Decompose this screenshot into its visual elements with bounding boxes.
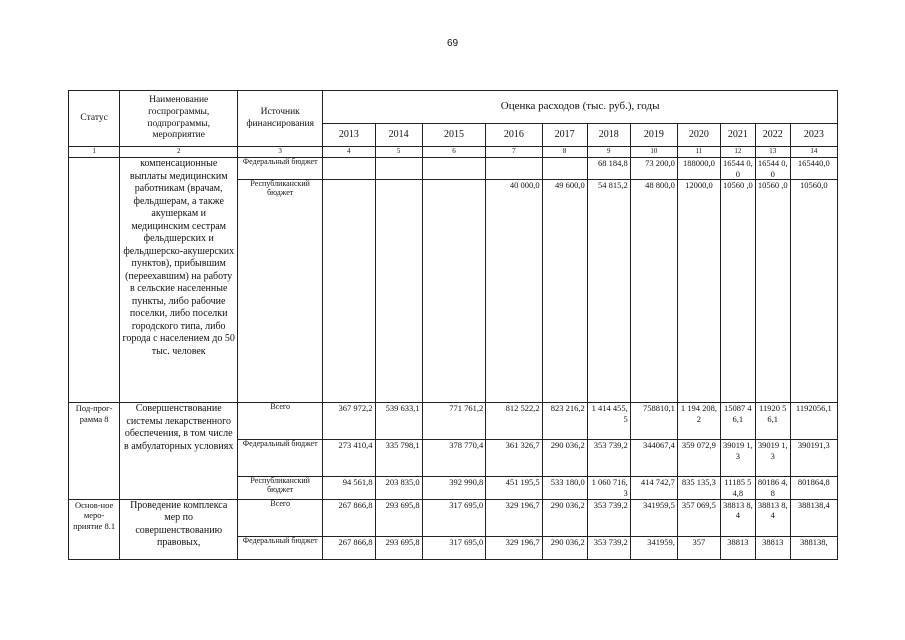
value-cell: 390191,3 bbox=[790, 440, 837, 477]
value-cell: 1 194 208,2 bbox=[677, 403, 720, 440]
value-cell: 10560 ,0 bbox=[720, 180, 755, 403]
source-cell: Республиканский бюджет bbox=[238, 477, 323, 499]
value-cell: 1192056,1 bbox=[790, 403, 837, 440]
value-cell: 317 695,0 bbox=[422, 536, 486, 559]
value-cell: 39019 1,3 bbox=[720, 440, 755, 477]
header-status: Статус bbox=[69, 91, 120, 147]
value-cell: 16544 0,0 bbox=[720, 158, 755, 180]
value-cell: 533 180,0 bbox=[542, 477, 587, 499]
header-year: 2016 bbox=[486, 124, 542, 147]
header-year: 2021 bbox=[720, 124, 755, 147]
column-number: 1 bbox=[69, 147, 120, 158]
value-cell: 317 695,0 bbox=[422, 499, 486, 536]
value-cell: 392 990,8 bbox=[422, 477, 486, 499]
header-source: Источник финансирования bbox=[238, 91, 323, 147]
value-cell: 73 200,0 bbox=[630, 158, 677, 180]
value-cell: 48 800,0 bbox=[630, 180, 677, 403]
value-cell bbox=[422, 180, 486, 403]
value-cell bbox=[323, 158, 375, 180]
value-cell: 357 bbox=[677, 536, 720, 559]
page-number: 69 bbox=[446, 38, 459, 49]
column-number: 6 bbox=[422, 147, 486, 158]
header-year: 2019 bbox=[630, 124, 677, 147]
value-cell: 11920 56,1 bbox=[755, 403, 790, 440]
table-row bbox=[69, 499, 838, 536]
value-cell: 357 069,5 bbox=[677, 499, 720, 536]
value-cell: 203 835,0 bbox=[375, 477, 422, 499]
value-cell: 341959,5 bbox=[630, 499, 677, 536]
value-cell: 94 561,8 bbox=[323, 477, 375, 499]
name-cell: Проведение комплекса мер по совершенствованию правовых, bbox=[120, 499, 238, 559]
budget-table bbox=[68, 90, 838, 560]
value-cell bbox=[323, 180, 375, 403]
value-cell bbox=[486, 158, 542, 180]
value-cell: 188000,0 bbox=[677, 158, 720, 180]
value-cell: 38813 8,4 bbox=[755, 499, 790, 536]
column-number: 4 bbox=[323, 147, 375, 158]
header-year: 2022 bbox=[755, 124, 790, 147]
column-number: 10 bbox=[630, 147, 677, 158]
value-cell: 451 195,5 bbox=[486, 477, 542, 499]
value-cell bbox=[375, 158, 422, 180]
value-cell: 539 633,1 bbox=[375, 403, 422, 440]
value-cell: 293 695,8 bbox=[375, 499, 422, 536]
value-cell: 290 036,2 bbox=[542, 499, 587, 536]
column-number: 8 bbox=[542, 147, 587, 158]
column-number: 7 bbox=[486, 147, 542, 158]
value-cell: 329 196,7 bbox=[486, 536, 542, 559]
value-cell: 414 742,7 bbox=[630, 477, 677, 499]
value-cell: 367 972,2 bbox=[323, 403, 375, 440]
column-number: 11 bbox=[677, 147, 720, 158]
value-cell: 290 036,2 bbox=[542, 440, 587, 477]
value-cell: 267 866,8 bbox=[323, 536, 375, 559]
column-number: 3 bbox=[238, 147, 323, 158]
value-cell: 388138,4 bbox=[790, 499, 837, 536]
value-cell: 801864,8 bbox=[790, 477, 837, 499]
value-cell: 54 815,2 bbox=[587, 180, 630, 403]
column-number: 13 bbox=[755, 147, 790, 158]
header-year: 2023 bbox=[790, 124, 837, 147]
source-cell: Федеральный бюджет bbox=[238, 440, 323, 477]
value-cell: 49 600,0 bbox=[542, 180, 587, 403]
status-cell bbox=[69, 158, 120, 403]
header-year: 2013 bbox=[323, 124, 375, 147]
name-cell: компенсационные выплаты медицинским работникам (врачам, фельдшерам, а также акушеркам и медицинским сестрам фельдшерских и фельдшерско-акушерских пунктов), прибывшим (переехавшим) на работу в сельские населенные пункты, либо рабочие поселки, либо поселки городского типа, либо города с населением до 50 тыс. человек bbox=[120, 158, 238, 403]
source-cell: Всего bbox=[238, 499, 323, 536]
value-cell: 771 761,2 bbox=[422, 403, 486, 440]
value-cell: 16544 0,0 bbox=[755, 158, 790, 180]
table-row bbox=[69, 158, 838, 180]
value-cell: 12000,0 bbox=[677, 180, 720, 403]
value-cell: 165440,0 bbox=[790, 158, 837, 180]
value-cell: 1 060 716,3 bbox=[587, 477, 630, 499]
value-cell bbox=[375, 180, 422, 403]
value-cell: 353 739,2 bbox=[587, 499, 630, 536]
value-cell: 39019 1,3 bbox=[755, 440, 790, 477]
value-cell: 11185 54,8 bbox=[720, 477, 755, 499]
value-cell: 290 036,2 bbox=[542, 536, 587, 559]
column-number: 12 bbox=[720, 147, 755, 158]
value-cell: 361 326,7 bbox=[486, 440, 542, 477]
column-number: 5 bbox=[375, 147, 422, 158]
value-cell: 1 414 455,5 bbox=[587, 403, 630, 440]
header-estimate: Оценка расходов (тыс. руб.), годы bbox=[323, 91, 838, 124]
source-cell: Всего bbox=[238, 403, 323, 440]
header-year: 2020 bbox=[677, 124, 720, 147]
value-cell: 273 410,4 bbox=[323, 440, 375, 477]
value-cell: 38813 bbox=[720, 536, 755, 559]
table-row bbox=[69, 403, 838, 440]
value-cell: 10560,0 bbox=[790, 180, 837, 403]
value-cell: 38813 bbox=[755, 536, 790, 559]
value-cell bbox=[422, 158, 486, 180]
value-cell: 359 072,9 bbox=[677, 440, 720, 477]
value-cell: 40 000,0 bbox=[486, 180, 542, 403]
value-cell: 10560 ,0 bbox=[755, 180, 790, 403]
value-cell: 835 135,3 bbox=[677, 477, 720, 499]
column-number: 2 bbox=[120, 147, 238, 158]
value-cell: 80186 4,8 bbox=[755, 477, 790, 499]
value-cell: 353 739,2 bbox=[587, 440, 630, 477]
value-cell: 812 522,2 bbox=[486, 403, 542, 440]
value-cell: 758810,1 bbox=[630, 403, 677, 440]
value-cell: 823 216,2 bbox=[542, 403, 587, 440]
status-cell: Основ-ное меро-приятие 8.1 bbox=[69, 499, 120, 559]
source-cell: Федеральный бюджет bbox=[238, 536, 323, 559]
value-cell: 353 739,2 bbox=[587, 536, 630, 559]
header-year: 2014 bbox=[375, 124, 422, 147]
header-year: 2015 bbox=[422, 124, 486, 147]
value-cell: 68 184,8 bbox=[587, 158, 630, 180]
value-cell: 15087 46,1 bbox=[720, 403, 755, 440]
value-cell: 341959, bbox=[630, 536, 677, 559]
source-cell: Федеральный бюджет bbox=[238, 158, 323, 180]
value-cell: 388138, bbox=[790, 536, 837, 559]
value-cell: 38813 8,4 bbox=[720, 499, 755, 536]
value-cell: 335 798,1 bbox=[375, 440, 422, 477]
status-cell: Под-прог-рамма 8 bbox=[69, 403, 120, 499]
column-number: 9 bbox=[587, 147, 630, 158]
value-cell: 267 866,8 bbox=[323, 499, 375, 536]
value-cell: 329 196,7 bbox=[486, 499, 542, 536]
column-number: 14 bbox=[790, 147, 837, 158]
value-cell: 344067,4 bbox=[630, 440, 677, 477]
header-name: Наименование госпрограммы, подпрограммы, мероприятие bbox=[120, 91, 238, 147]
source-cell: Республиканский бюджет bbox=[238, 180, 323, 403]
value-cell bbox=[542, 158, 587, 180]
header-year: 2017 bbox=[542, 124, 587, 147]
value-cell: 378 770,4 bbox=[422, 440, 486, 477]
name-cell: Совершенствование системы лекарственного обеспечения, в том числе в амбулаторных условиях bbox=[120, 403, 238, 499]
value-cell: 293 695,8 bbox=[375, 536, 422, 559]
header-year: 2018 bbox=[587, 124, 630, 147]
